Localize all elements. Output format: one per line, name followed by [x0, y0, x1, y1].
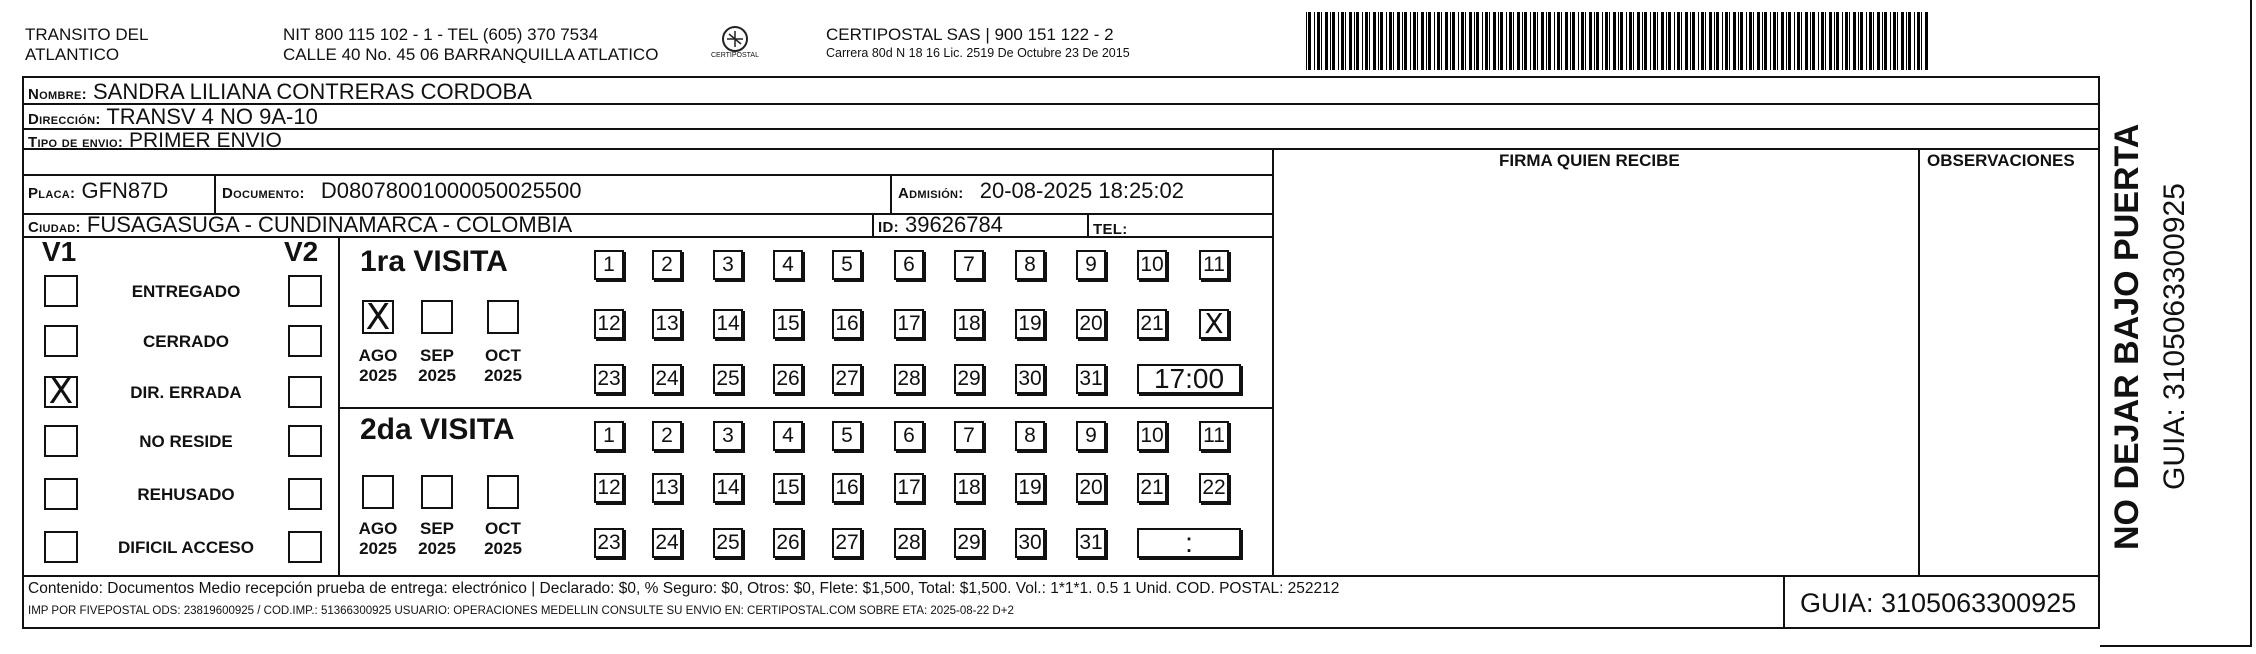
v2-checkbox[interactable]: [288, 376, 322, 408]
id-value: 39626784: [905, 212, 1003, 237]
second-visit-day-box[interactable]: 20: [1076, 473, 1106, 503]
sender-line-1: TRANSITO DEL: [25, 25, 149, 44]
id-label: ID:: [878, 219, 899, 236]
check-mark-icon: X: [48, 371, 74, 412]
first-visit-day-box[interactable]: 21: [1137, 309, 1167, 339]
first-visit-month-checkbox[interactable]: [421, 300, 453, 334]
second-visit-day-box[interactable]: 23: [594, 528, 624, 558]
month-year-label: [478, 346, 528, 386]
month-year-label: [478, 519, 528, 559]
second-visit-day-box[interactable]: 13: [652, 473, 682, 503]
second-visit-day-box[interactable]: 17: [894, 473, 924, 503]
month-label: OCT: [485, 519, 521, 538]
first-visit-day-box[interactable]: 24: [652, 364, 682, 394]
second-visit-day-box[interactable]: 31: [1076, 528, 1106, 558]
courier-line-2: Carrera 80d N 18 16 Lic. 2519 De Octubre 23 De 2015: [826, 46, 1130, 60]
side-guide-number: GUIA: 3105063300925: [2158, 183, 2191, 490]
city-value: FUSAGASUGA - CUNDINAMARCA - COLOMBIA: [86, 212, 573, 237]
shipment-type-label: Tipo de envio:: [28, 134, 124, 151]
sender-name: [25, 25, 148, 65]
print-info-line: IMP POR FIVEPOSTAL ODS: 23819600925 / COD.IMP.: 51366300925 USUARIO: OPERACIONES MEDELLIN CONSULTE SU ENVIO EN: CERTIPOSTAL.COM SOBRE ETA: 2025-08-22 D+2: [28, 605, 1014, 617]
year-label: 2025: [484, 366, 522, 385]
first-visit-day-box[interactable]: 20: [1076, 309, 1106, 339]
second-visit-day-box[interactable]: 4: [773, 421, 803, 451]
logo-text: CERTIPOSTAL: [711, 52, 759, 59]
month-year-label: [353, 519, 403, 559]
first-visit-day-box[interactable]: 14: [713, 309, 743, 339]
shipment-type: PRIMER ENVIO: [129, 129, 282, 152]
observations-label: OBSERVACIONES: [1927, 151, 2075, 170]
document-field: [222, 178, 582, 207]
second-visit-day-box[interactable]: 11: [1199, 421, 1229, 451]
courier-details: [826, 25, 1130, 61]
first-visit-day-box[interactable]: 31: [1076, 364, 1106, 394]
first-visit-day-box[interactable]: 2: [652, 250, 682, 280]
sender-line-2: ATLANTICO: [25, 45, 120, 64]
second-visit-day-box[interactable]: 10: [1137, 421, 1167, 451]
first-visit-month-checkbox[interactable]: [362, 297, 394, 338]
second-visit-day-box[interactable]: 25: [713, 528, 743, 558]
shipment-type-field: [28, 129, 282, 155]
second-visit-day-box[interactable]: 30: [1015, 528, 1045, 558]
plate-value: GFN87D: [81, 178, 169, 203]
recipient-name: SANDRA LILIANA CONTRERAS CORDOBA: [93, 79, 532, 104]
sender-address: CALLE 40 No. 45 06 BARRANQUILLA ATLATICO: [283, 45, 659, 64]
first-visit-day-box[interactable]: 29: [954, 364, 984, 394]
first-visit-day-box[interactable]: 12: [594, 309, 624, 339]
v1-checkbox[interactable]: [44, 275, 78, 307]
tel-label: TEL:: [1093, 221, 1128, 238]
month-year-label: [412, 346, 462, 386]
month-label: AGO: [358, 519, 398, 538]
admission-field: [898, 178, 1184, 207]
second-visit-day-box[interactable]: 24: [652, 528, 682, 558]
first-visit-day-box[interactable]: X: [1199, 309, 1229, 339]
second-visit-day-box[interactable]: 2: [652, 421, 682, 451]
second-visit-day-box[interactable]: 12: [594, 473, 624, 503]
second-visit-day-box[interactable]: 15: [773, 473, 803, 503]
second-visit-time-box[interactable]: :: [1137, 528, 1241, 558]
second-visit-title: 2da VISITA: [360, 413, 515, 446]
v2-checkbox[interactable]: [288, 325, 322, 357]
second-visit-day-box[interactable]: 21: [1137, 473, 1167, 503]
status-label: CERRADO: [143, 332, 229, 351]
first-visit-day-box[interactable]: 17: [894, 309, 924, 339]
first-visit-day-box[interactable]: 7: [954, 250, 984, 280]
status-label: ENTREGADO: [131, 282, 241, 301]
document-value: D08078001000050025500: [320, 178, 582, 203]
status-label: DIR. ERRADA: [130, 383, 242, 402]
first-visit-day-box[interactable]: 26: [773, 364, 803, 394]
first-visit-day-box[interactable]: 28: [894, 364, 924, 394]
second-visit-day-box[interactable]: 29: [954, 528, 984, 558]
first-visit-day-box[interactable]: 27: [832, 364, 862, 394]
contents-line: Contenido: Documentos Medio recepción prueba de entrega: electrónico | Declarado: $0, % Seguro: $0, Otros: $0, Flete: $1,500, Total: $1,500. Vol.: 1*1*1. 0.5 1 Unid. COD. POSTAL: 252212: [28, 580, 1340, 597]
city-label: Ciudad:: [28, 219, 81, 236]
v2-checkbox[interactable]: [288, 531, 322, 563]
first-visit-day-box[interactable]: 9: [1076, 250, 1106, 280]
second-visit-month-checkbox[interactable]: [362, 475, 394, 509]
first-visit-time-box[interactable]: 17:00: [1137, 364, 1241, 394]
month-year-label: [412, 519, 462, 559]
first-visit-day-box[interactable]: 4: [773, 250, 803, 280]
admission-label: Admisión:: [898, 185, 964, 202]
first-visit-day-box[interactable]: 13: [652, 309, 682, 339]
tel-field: [1093, 214, 1128, 243]
year-label: 2025: [418, 539, 456, 558]
first-visit-day-box[interactable]: 6: [894, 250, 924, 280]
first-visit-day-box[interactable]: 8: [1015, 250, 1045, 280]
plate-field: [28, 178, 168, 207]
v2-checkbox[interactable]: [288, 275, 322, 307]
second-visit-day-box[interactable]: 5: [832, 421, 862, 451]
v1-checkbox[interactable]: [44, 371, 78, 412]
nit-line: NIT 800 115 102 - 1 - TEL (605) 370 7534: [283, 25, 599, 44]
second-visit-day-box[interactable]: 22: [1199, 473, 1229, 503]
recipient-address: TRANSV 4 NO 9A-10: [106, 104, 318, 129]
second-visit-month-checkbox[interactable]: [487, 475, 519, 509]
v1-checkbox[interactable]: [44, 531, 78, 563]
status-label: NO RESIDE: [139, 432, 233, 451]
year-label: 2025: [484, 539, 522, 558]
barcode-bars: [1306, 12, 1934, 72]
first-visit-day-box[interactable]: 11: [1199, 250, 1229, 280]
barcode: [1306, 12, 1934, 72]
first-visit-day-box[interactable]: 5: [832, 250, 862, 280]
year-label: 2025: [359, 539, 397, 558]
document-label: Documento:: [222, 185, 305, 202]
month-label: SEP: [419, 519, 455, 538]
status-label: REHUSADO: [137, 485, 235, 504]
status-label: DIFICIL ACCESO: [117, 538, 254, 557]
first-visit-day-box[interactable]: 3: [713, 250, 743, 280]
first-visit-day-box[interactable]: 25: [713, 364, 743, 394]
v1-checkbox[interactable]: [44, 425, 78, 457]
month-label: SEP: [419, 346, 455, 365]
no-under-door-notice: NO DEJAR BAJO PUERTA: [2108, 123, 2146, 550]
address-label: Dirección:: [28, 111, 101, 128]
first-visit-day-box[interactable]: 30: [1015, 364, 1045, 394]
first-visit-day-box[interactable]: 18: [954, 309, 984, 339]
second-visit-day-box[interactable]: 8: [1015, 421, 1045, 451]
month-year-label: [353, 346, 403, 386]
second-visit-month-checkbox[interactable]: [421, 475, 453, 509]
year-label: 2025: [359, 366, 397, 385]
first-visit-month-checkbox[interactable]: [487, 300, 519, 334]
first-visit-day-box[interactable]: 10: [1137, 250, 1167, 280]
v2-label: V2: [284, 236, 319, 267]
v1-checkbox[interactable]: [44, 325, 78, 357]
second-visit-day-box[interactable]: 3: [713, 421, 743, 451]
second-visit-day-box[interactable]: 18: [954, 473, 984, 503]
id-field: [878, 212, 1003, 241]
second-visit-day-box[interactable]: 16: [832, 473, 862, 503]
first-visit-day-box[interactable]: 16: [832, 309, 862, 339]
second-visit-day-box[interactable]: 19: [1015, 473, 1045, 503]
first-visit-day-box[interactable]: 23: [594, 364, 624, 394]
month-label: AGO: [358, 346, 398, 365]
year-label: 2025: [418, 366, 456, 385]
second-visit-day-box[interactable]: 7: [954, 421, 984, 451]
check-mark-icon: X: [365, 297, 391, 338]
admission-value: 20-08-2025 18:25:02: [979, 178, 1185, 203]
plate-label: Placa:: [28, 185, 76, 202]
sender-details: [283, 25, 658, 65]
name-label: Nombre:: [28, 86, 87, 103]
footer-guide-number: GUIA: 3105063300925: [1800, 588, 2077, 618]
second-visit-day-box[interactable]: 14: [713, 473, 743, 503]
courier-line-1: CERTIPOSTAL SAS | 900 151 122 - 2: [826, 25, 1114, 44]
first-visit-day-box[interactable]: 15: [773, 309, 803, 339]
month-label: OCT: [485, 346, 521, 365]
v1-label: V1: [42, 236, 77, 267]
v2-checkbox[interactable]: [288, 425, 322, 457]
second-visit-day-box[interactable]: 6: [894, 421, 924, 451]
second-visit-day-box[interactable]: 26: [773, 528, 803, 558]
second-visit-day-box[interactable]: 9: [1076, 421, 1106, 451]
second-visit-day-box[interactable]: 27: [832, 528, 862, 558]
certipostal-logo: [713, 22, 757, 66]
signature-label: FIRMA QUIEN RECIBE: [1499, 151, 1680, 170]
first-visit-day-box[interactable]: 1: [594, 250, 624, 280]
v2-checkbox[interactable]: [288, 478, 322, 510]
second-visit-day-box[interactable]: 28: [894, 528, 924, 558]
first-visit-day-box[interactable]: 19: [1015, 309, 1045, 339]
v1-checkbox[interactable]: [44, 478, 78, 510]
first-visit-title: 1ra VISITA: [360, 245, 508, 278]
second-visit-day-box[interactable]: 1: [594, 421, 624, 451]
